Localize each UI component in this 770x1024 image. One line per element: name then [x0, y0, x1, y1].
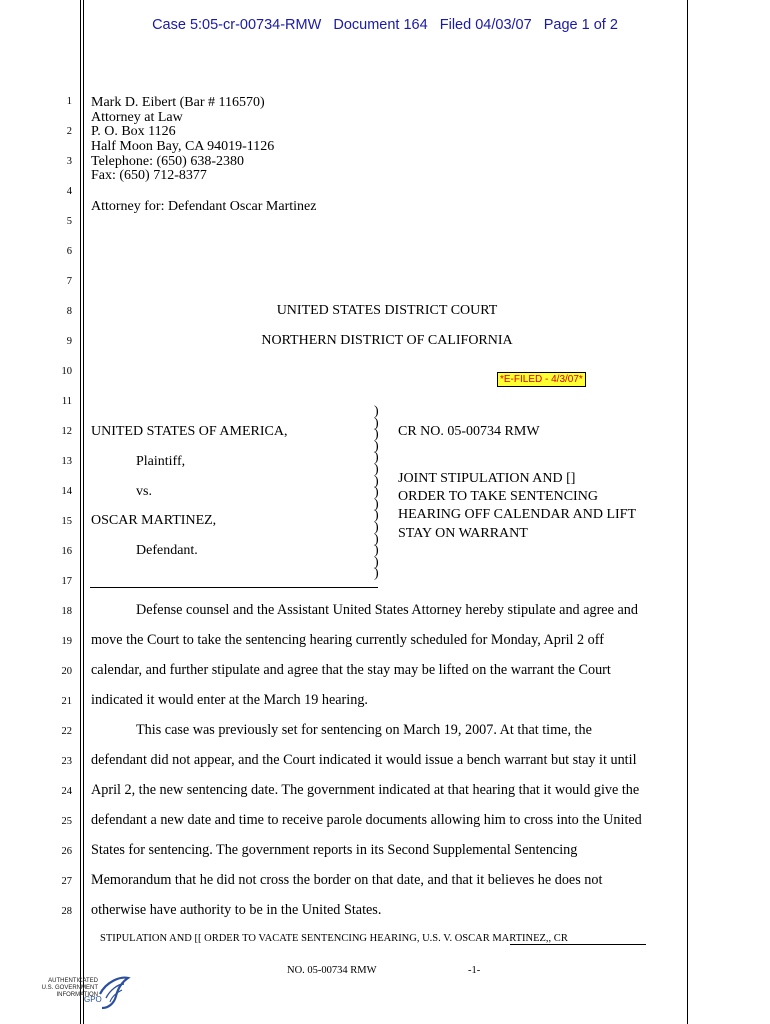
body-line: move the Court to take the sentencing hearing currently scheduled for Monday, April 2 off — [91, 632, 604, 648]
court-name: UNITED STATES DISTRICT COURT — [276, 303, 498, 318]
body-line: April 2, the new sentencing date. The government indicated at that hearing that it would give the — [91, 782, 640, 798]
attorney-fax: Fax: (650) 712-8377 — [91, 168, 207, 183]
document-title-line-2: ORDER TO TAKE SENTENCING — [398, 489, 598, 504]
attorney-city: Half Moon Bay, CA 94019-1126 — [91, 139, 275, 154]
left-margin-rule-inner — [83, 0, 84, 1024]
body-line: calendar, and further stipulate and agree that the stay may be lifted on the warrant the Court — [91, 662, 611, 678]
gpo-mark: GPO — [84, 995, 102, 1004]
ecf-header: Case 5:05-cr-00734-RMW Document 164 Filed 04/03/07 Page 1 of 2 — [152, 17, 618, 33]
line-number: 8 — [66, 306, 72, 317]
gpo-seal-text-2: U.S. GOVERNMENT — [41, 985, 98, 991]
line-number: 22 — [61, 726, 72, 737]
document-title-line-4: STAY ON WARRANT — [398, 526, 528, 541]
line-number: 9 — [66, 336, 72, 347]
body-line: defendant a new date and time to receive parole documents allowing him to cross into the United — [91, 812, 642, 828]
line-number: 21 — [61, 696, 72, 707]
line-number: 19 — [61, 636, 72, 647]
gpo-seal-text-1: AUTHENTICATED — [48, 978, 98, 984]
line-number: 1 — [66, 96, 72, 107]
line-number: 13 — [61, 456, 72, 467]
line-number: 20 — [61, 666, 72, 677]
line-number: 15 — [61, 516, 72, 527]
left-margin-rule-outer — [80, 0, 81, 1024]
caption-underline — [90, 587, 378, 588]
attorney-title: Attorney at Law — [91, 110, 183, 125]
line-number: 10 — [61, 366, 72, 377]
line-number: 7 — [66, 276, 72, 287]
gpo-seal-text-3: INFORMATION — [56, 992, 98, 998]
line-number: 26 — [61, 846, 72, 857]
document-title-line-3: HEARING OFF CALENDAR AND LIFT — [398, 507, 637, 522]
defendant-role: Defendant. — [136, 543, 198, 558]
attorney-name: Mark D. Eibert (Bar # 116570) — [91, 95, 265, 110]
body-line: otherwise have authority to be in the United States. — [91, 902, 382, 918]
line-number: 18 — [61, 606, 72, 617]
line-number: 5 — [66, 216, 72, 227]
body-line: defendant did not appear, and the Court indicated it would issue a bench warrant but stay it until — [91, 752, 637, 768]
versus: vs. — [136, 484, 152, 499]
efiled-stamp: *E-FILED - 4/3/07* — [497, 372, 586, 387]
defendant-party: OSCAR MARTINEZ, — [91, 513, 217, 528]
line-number: 3 — [66, 156, 72, 167]
attorney-telephone: Telephone: (650) 638-2380 — [91, 154, 244, 169]
line-number: 2 — [66, 126, 72, 137]
line-number: 12 — [61, 426, 72, 437]
body-line: States for sentencing. The government reports in its Second Supplemental Sentencing — [91, 842, 578, 858]
right-margin-rule — [687, 0, 688, 1024]
footer-case-number: NO. 05-00734 RMW — [287, 965, 377, 976]
gpo-seal — [40, 972, 130, 1012]
footer-underline — [510, 944, 646, 945]
line-number: 24 — [61, 786, 72, 797]
plaintiff-role: Plaintiff, — [136, 454, 186, 469]
line-number: 16 — [61, 546, 72, 557]
document-title-line-1: JOINT STIPULATION AND [] — [398, 471, 576, 486]
line-number: 17 — [61, 576, 72, 587]
body-line: Defense counsel and the Assistant United States Attorney hereby stipulate and agree and — [136, 602, 638, 618]
line-number: 4 — [66, 186, 72, 197]
body-line: This case was previously set for sentencing on March 19, 2007. At that time, the — [136, 722, 592, 738]
attorney-po-box: P. O. Box 1126 — [91, 124, 176, 139]
attorney-for: Attorney for: Defendant Oscar Martinez — [91, 199, 317, 214]
footer-page-number: -1- — [468, 965, 481, 976]
line-number: 28 — [61, 906, 72, 917]
line-number: 27 — [61, 876, 72, 887]
line-number: 14 — [61, 486, 72, 497]
caption-parentheses: ) ) ) ) ) ) ) ) ) ) ) ) ) ) ) — [374, 404, 379, 582]
line-number: 25 — [61, 816, 72, 827]
court-district: NORTHERN DISTRICT OF CALIFORNIA — [261, 333, 513, 348]
footer-title: STIPULATION AND [[ ORDER TO VACATE SENTENCING HEARING, U.S. V. OSCAR MARTINEZ,, CR — [100, 933, 568, 944]
body-line: indicated it would enter at the March 19 hearing. — [91, 692, 368, 708]
line-number: 11 — [61, 396, 72, 407]
line-number: 23 — [61, 756, 72, 767]
case-number: CR NO. 05-00734 RMW — [398, 424, 540, 439]
body-line: Memorandum that he did not cross the border on that date, and that it believes he does not — [91, 872, 603, 888]
line-number: 6 — [66, 246, 72, 257]
eagle-icon — [92, 974, 132, 1010]
plaintiff-party: UNITED STATES OF AMERICA, — [91, 424, 288, 439]
